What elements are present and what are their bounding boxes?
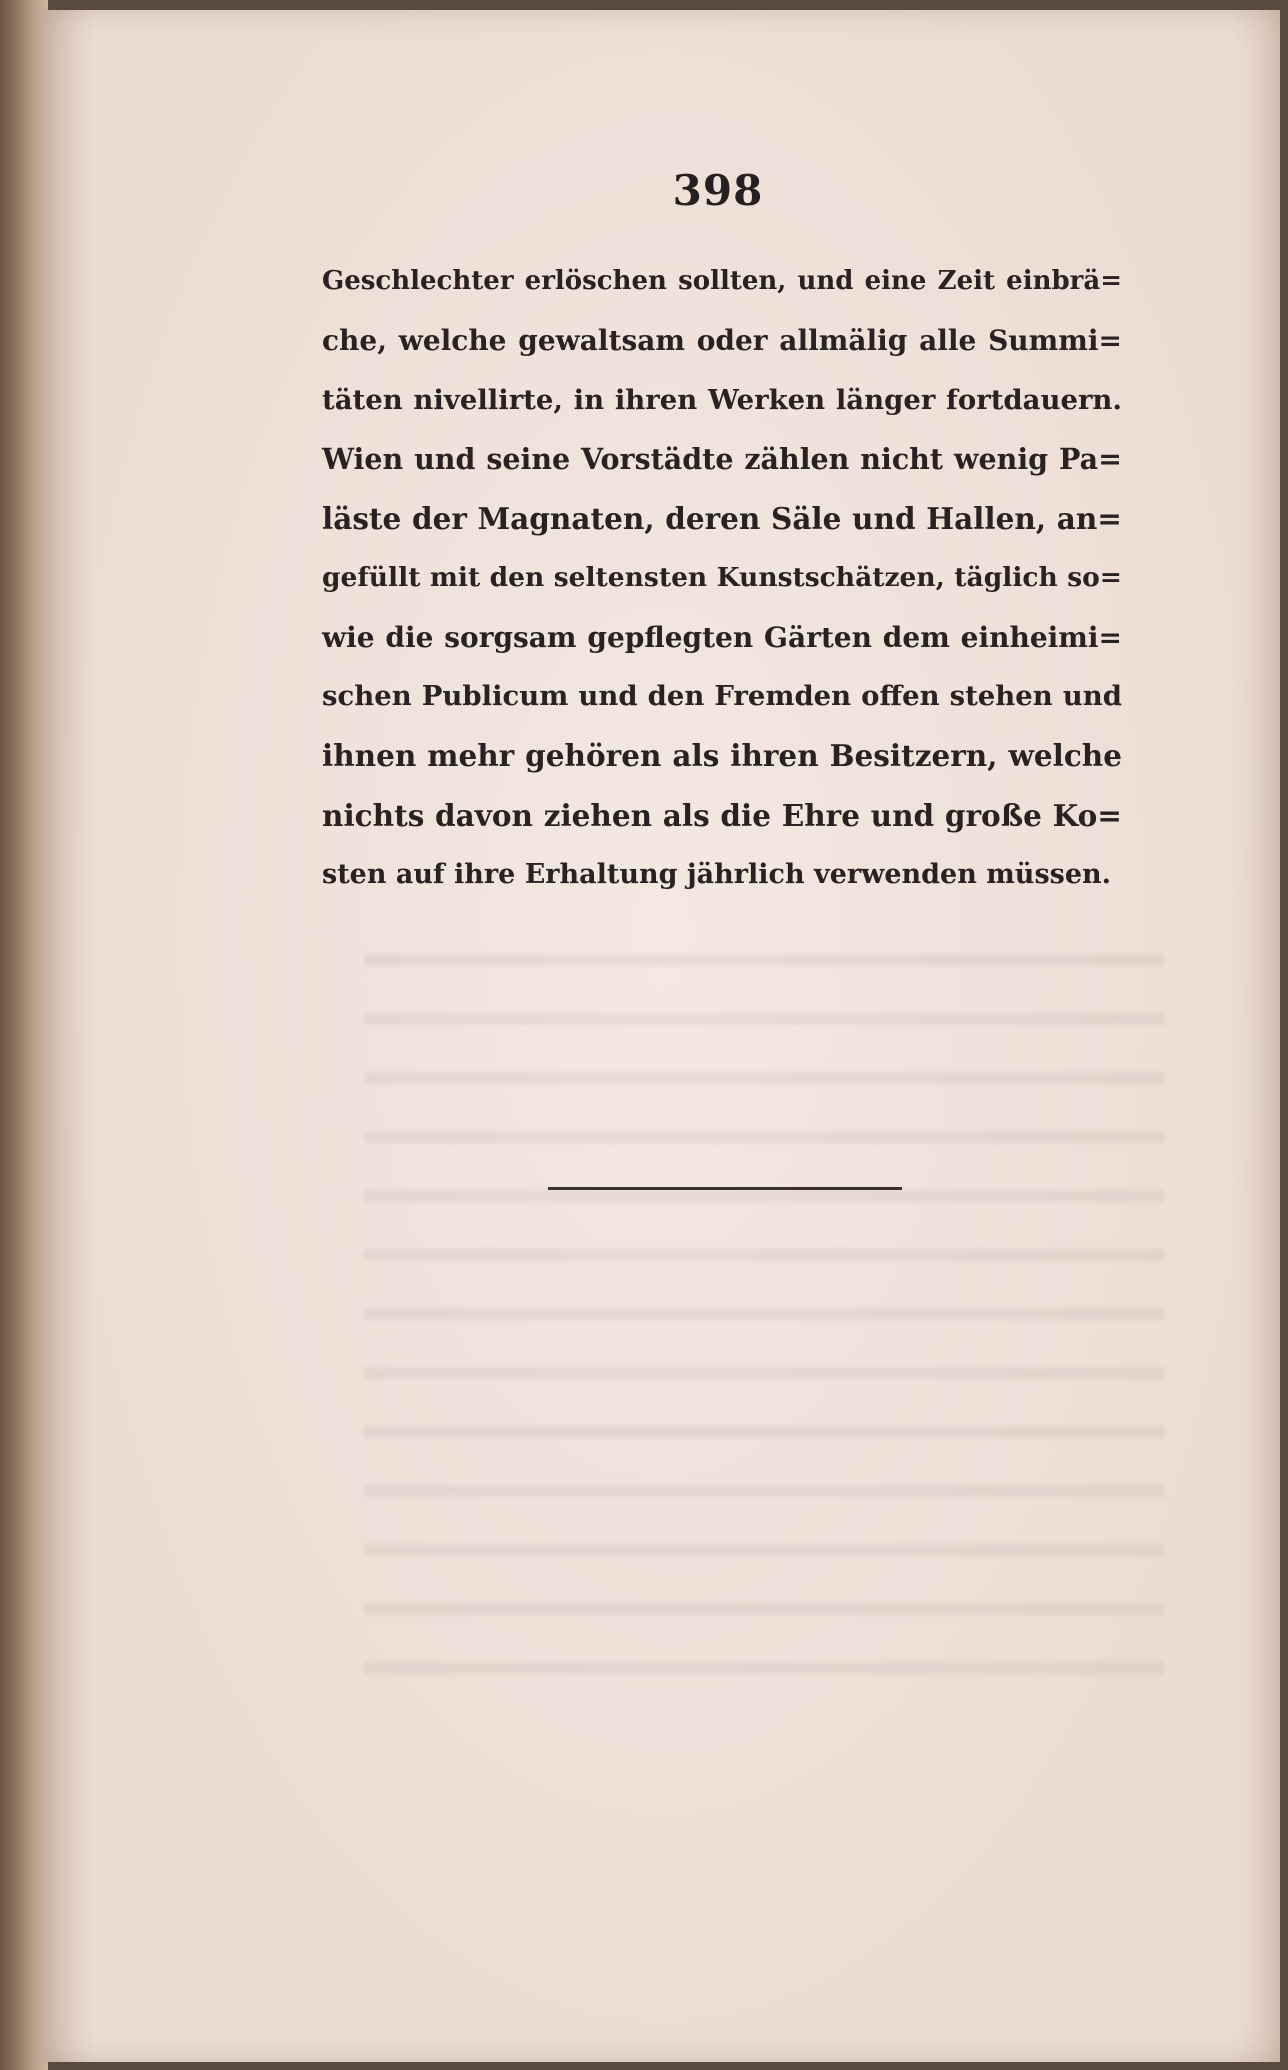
text-line: gefüllt mit den seltensten Kunstschätzen, täglich so= [322,562,1122,594]
text-line: Wien und seine Vorstädte zählen nicht wenig Pa= [322,441,1122,476]
text-line: sten auf ihre Erhaltung jährlich verwenden müssen. [322,858,1112,890]
page-number: 398 [672,166,764,215]
section-divider [548,1187,902,1190]
text-line: wie die sorgsam gepflegten Gärten dem einheimi= [322,620,1122,654]
text-line: täten nivellirte, in ihren Werken länger fortdauern. [322,383,1122,416]
body-paragraph [322,252,1122,904]
text-line: nichts davon ziehen als die Ehre und große Ko= [322,797,1122,833]
text-line: che, welche gewaltsam oder allmälig alle Summi= [322,324,1122,358]
text-line: läste der Magnaten, deren Säle und Hallen, an= [322,501,1122,537]
text-line: schen Publicum und den Fremden offen stehen und [322,680,1122,713]
text-line: Geschlechter erlöschen sollten, und eine Zeit einbrä= [322,266,1122,296]
text-line: ihnen mehr gehören als ihren Besitzern, welche [322,738,1122,774]
show-through-text [364,920,1164,1680]
book-spine-edge [0,0,48,2070]
